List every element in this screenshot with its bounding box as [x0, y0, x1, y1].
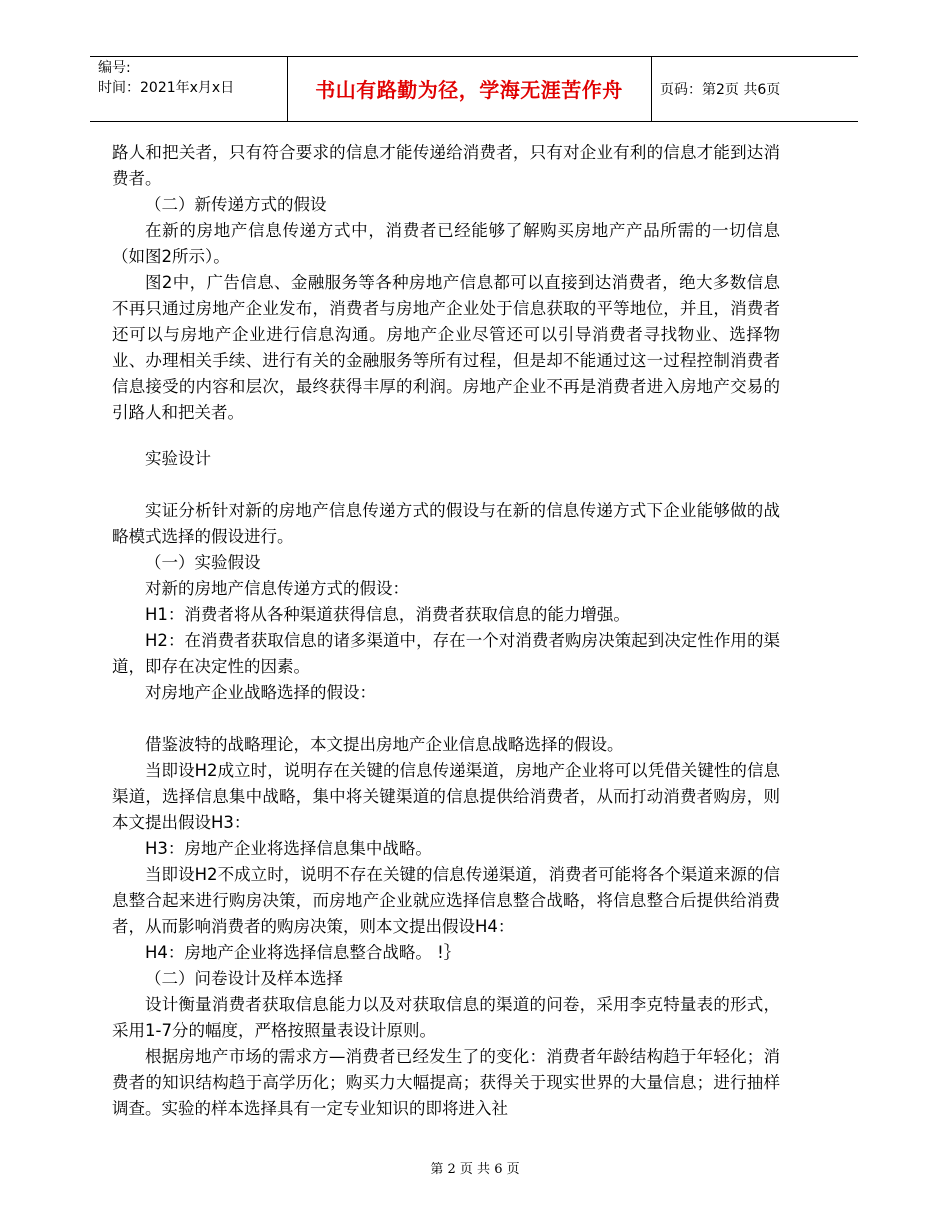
- paragraph: 当即设H2不成立时，说明不存在关键的信息传递渠道，消费者可能将各个渠道来源的信息整合起来进行购房决策，而房地产企业就应选择信息整合战略，将信息整合后提供给消费者，从而影响消费者的购房决策，则本文提出假设H4：: [112, 865, 780, 936]
- hypothesis-h1: H1：消费者将从各种渠道获得信息，消费者获取信息的能力增强。: [145, 605, 630, 624]
- paragraph: 根据房地产市场的需求方—消费者已经发生了的变化：消费者年龄结构趋于年轻化；消费者的知识结构趋于高学历化；购买力大幅提高；获得关于现实世界的大量信息；进行抽样调查。实验的样本选择具有一定专业知识的即将进入社: [112, 1047, 780, 1118]
- hypothesis-h3: H3：房地产企业将选择信息集中战略。: [145, 839, 432, 858]
- paragraph: 在新的房地产信息传递方式中，消费者已经能够了解购买房地产产品所需的一切信息（如图2所示）。: [112, 221, 780, 266]
- header-meta: [98, 58, 283, 98]
- document-time-label: 时间：2021年x月x日: [98, 80, 235, 96]
- paragraph: 设计衡量消费者获取信息能力以及对获取信息的渠道的问卷，采用李克特量表的形式，采用1-7分的幅度，严格按照量表设计原则。: [112, 995, 780, 1040]
- paragraph: 对房地产企业战略选择的假设：: [145, 683, 376, 702]
- document-number-label: 编号:: [98, 60, 131, 76]
- header-divider-right: [651, 56, 652, 121]
- document-body: [112, 140, 780, 1122]
- header-motto: 书山有路勤为径，学海无涯苦作舟: [315, 78, 623, 102]
- page-footer: 第 2 页 共 6 页: [430, 1162, 520, 1177]
- paragraph: 路人和把关者，只有符合要求的信息才能传递给消费者，只有对企业有利的信息才能到达消费者。: [112, 143, 780, 188]
- header-page-info: 页码：第2页 共6页: [660, 81, 781, 98]
- paragraph: 对新的房地产信息传递方式的假设：: [145, 579, 409, 598]
- paragraph: 借鉴波特的战略理论，本文提出房地产企业信息战略选择的假设。: [145, 735, 624, 754]
- subheading-experiment-hypothesis: （一）实验假设: [145, 553, 261, 572]
- subheading-questionnaire: （二）问卷设计及样本选择: [145, 969, 343, 988]
- subheading-new-transmission: （二）新传递方式的假设: [145, 195, 327, 214]
- paragraph: 实证分析针对新的房地产信息传递方式的假设与在新的信息传递方式下企业能够做的战略模式选择的假设进行。: [112, 501, 780, 546]
- hypothesis-h4: H4：房地产企业将选择信息整合战略。 !｝: [145, 943, 461, 962]
- hypothesis-h2: H2：在消费者获取信息的诸多渠道中，存在一个对消费者购房决策起到决定性作用的渠道，即存在决定性的因素。: [112, 631, 780, 676]
- paragraph: 图2中，广告信息、金融服务等各种房地产信息都可以直接到达消费者，绝大多数信息不再只通过房地产企业发布，消费者与房地产企业处于信息获取的平等地位，并且，消费者还可以与房地产企业进行信息沟通。房地产企业尽管还可以引导消费者寻找物业、选择物业、办理相关手续、进行有关的金融服务等所有过程，但是却不能通过这一过程控制消费者信息接受的内容和层次，最终获得丰厚的利润。房地产企业不再是消费者进入房地产交易的引路人和把关者。: [112, 273, 780, 422]
- header-bottom-rule: [90, 121, 858, 122]
- section-title-experiment-design: 实验设计: [145, 449, 211, 468]
- paragraph: 当即设H2成立时，说明存在关键的信息传递渠道，房地产企业将可以凭借关键性的信息渠道，选择信息集中战略，集中将关键渠道的信息提供给消费者，从而打动消费者购房，则本文提出假设H3：: [112, 761, 780, 832]
